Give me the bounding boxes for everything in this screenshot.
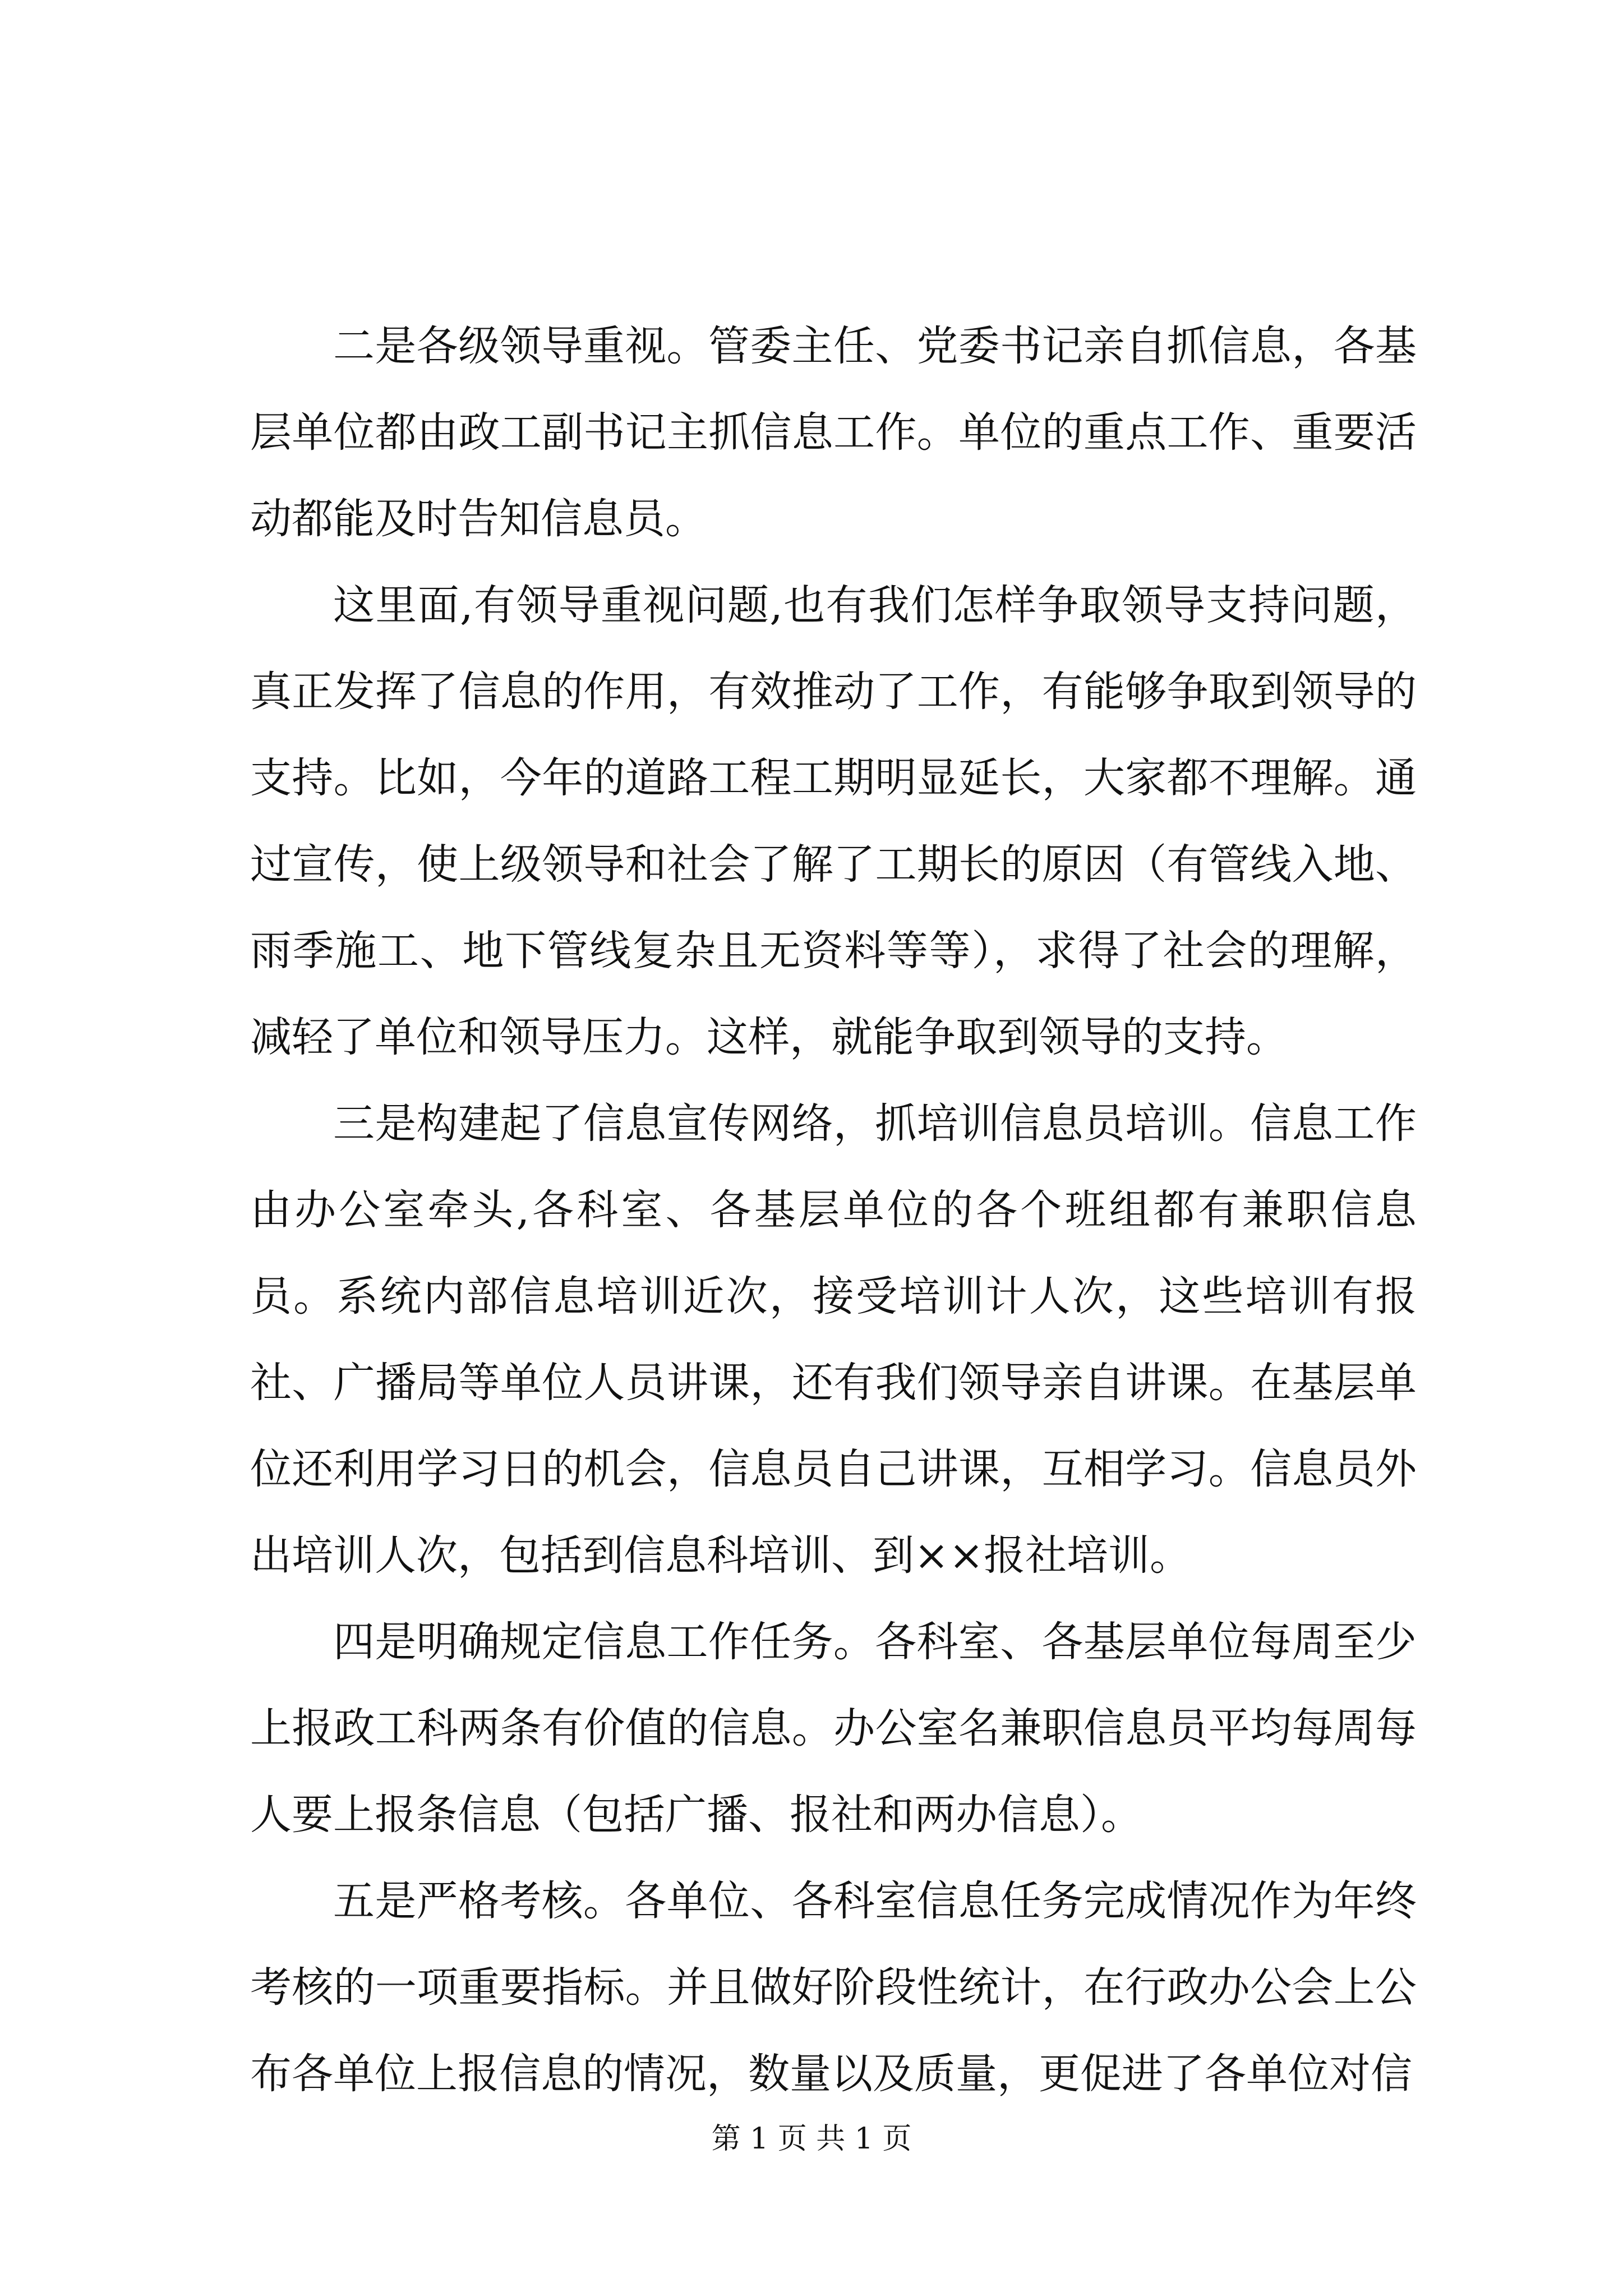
paragraph-assessment: 五是严格考核。各单位、各科室信息任务完成情况作为年终考核的一项重要指标。并且做好阶段性统计，在行政办公会上公布各单位上报信息的情况，数量以及质量，更促进了各单位对信 bbox=[250, 1877, 1417, 2098]
paragraph-support: 这里面,有领导重视问题,也有我们怎样争取领导支持问题，真正发挥了信息的作用，有效推动了工作，有能够争取到领导的支持。比如，今年的道路工程工期明显延长，大家都不理解。通过宣传，使上级领导和社会了解了工期长的原因（有管线入地、雨季施工、地下管线复杂且无资料等等），求得了社会的理解，减轻了单位和领导压力。这样，就能争取到领导的支持。 bbox=[250, 581, 1417, 1061]
page-footer: 第 1 页 共 1 页 bbox=[711, 2122, 912, 2156]
paragraph-network: 三是构建起了信息宣传网络，抓培训信息员培训。信息工作由办公室牵头,各科室、各基层单位的各个班组都有兼职信息员。系统内部信息培训近次，接受培训计人次，这些培训有报社、广播局等单位人员讲课，还有我们领导亲自讲课。在基层单位还利用学习日的机会，信息员自己讲课，互相学习。信息员外出培训人次，包括到信息科培训、到××报社培训。 bbox=[250, 1099, 1417, 1580]
document-body bbox=[250, 303, 1417, 2117]
paragraph-leadership: 二是各级领导重视。管委主任、党委书记亲自抓信息，各基层单位都由政工副书记主抓信息工作。单位的重点工作、重要活动都能及时告知信息员。 bbox=[250, 322, 1417, 543]
paragraph-tasks: 四是明确规定信息工作任务。各科室、各基层单位每周至少上报政工科两条有价值的信息。办公室名兼职信息员平均每周每人要上报条信息（包括广播、报社和两办信息）。 bbox=[250, 1618, 1417, 1839]
